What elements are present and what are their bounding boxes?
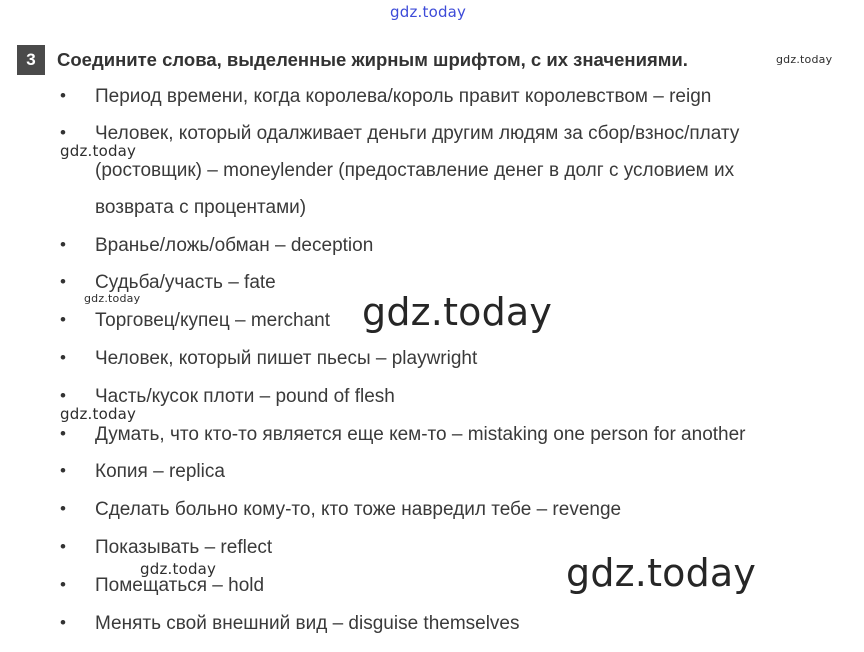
bullet-icon: • [60, 575, 66, 594]
bullet-icon: • [60, 424, 66, 443]
list-item-line-3: возврата с процентами) [95, 197, 307, 218]
exercise-task-heading: Соедините слова, выделенные жирным шрифтом, с их значениями. [57, 49, 688, 70]
bullet-icon: • [60, 310, 66, 329]
word: Человек, [95, 123, 174, 144]
list-item-text: Сделать больно кому-то, кто тоже навредил тебе – revenge [95, 499, 622, 520]
bullet-icon: • [60, 499, 66, 518]
word: (ростовщик) [95, 160, 202, 181]
word: другим [432, 123, 494, 144]
word: их [714, 160, 735, 181]
list-item-text: Копия – replica [95, 461, 225, 482]
watermark-big-2: gdz.today [566, 551, 757, 595]
word: за [563, 123, 583, 144]
list-item-text: Помещаться – hold [95, 575, 265, 596]
bullet-icon: • [60, 386, 66, 405]
bullet-icon: • [60, 537, 66, 556]
word: денег [494, 160, 544, 181]
list-item-text: Думать, что кто-то является еще кем-то – mistaking one person for another [95, 424, 746, 445]
bullet-icon: • [60, 272, 66, 291]
watermark-small-2: gdz.today [60, 405, 137, 423]
list-item-text: Менять свой внешний вид – disguise themselves [95, 613, 520, 634]
list-item-text: Показывать – reflect [95, 537, 273, 558]
word: с [608, 160, 619, 181]
watermark-top: gdz.today [390, 3, 467, 21]
watermark-big-1: gdz.today [362, 290, 553, 334]
word: долг [564, 160, 604, 181]
list-item-text-multiline [95, 123, 853, 234]
list-item-text: Судьба/участь – fate [95, 272, 276, 293]
word: одалживает [256, 123, 362, 144]
list-item-text: Период времени, когда королева/король правит королевством – reign [95, 86, 712, 107]
bullet-icon: • [60, 348, 66, 367]
list-item-text: Торговец/купец – merchant [95, 310, 331, 331]
list-item-text: Вранье/ложь/обман – deception [95, 235, 374, 256]
list-item-text: Человек, который пишет пьесы – playwright [95, 348, 478, 369]
watermark-small-3: gdz.today [140, 560, 217, 578]
list-item-line-2 [95, 160, 853, 197]
watermark-small-1: gdz.today [60, 142, 137, 160]
watermark-tiny-2: gdz.today [84, 292, 141, 305]
word: сбор/взнос/плату [588, 123, 740, 144]
word: moneylender [223, 160, 333, 181]
list-item [60, 123, 853, 234]
word: – [207, 160, 218, 181]
word: деньги [367, 123, 427, 144]
word: условием [623, 160, 709, 181]
watermark-tiny-heading: gdz.today [776, 53, 833, 66]
word: который [178, 123, 252, 144]
word: (предоставление [338, 160, 489, 181]
word: людям [498, 123, 559, 144]
exercise-number-badge: 3 [17, 45, 45, 75]
word: в [549, 160, 560, 181]
bullet-icon: • [60, 86, 66, 105]
bullet-icon: • [60, 461, 66, 480]
bullet-icon: • [60, 235, 66, 254]
list-item-text: Часть/кусок плоти – pound of flesh [95, 386, 395, 407]
bullet-icon: • [60, 123, 66, 142]
list-item-line-1 [95, 123, 853, 160]
bullet-icon: • [60, 613, 66, 632]
